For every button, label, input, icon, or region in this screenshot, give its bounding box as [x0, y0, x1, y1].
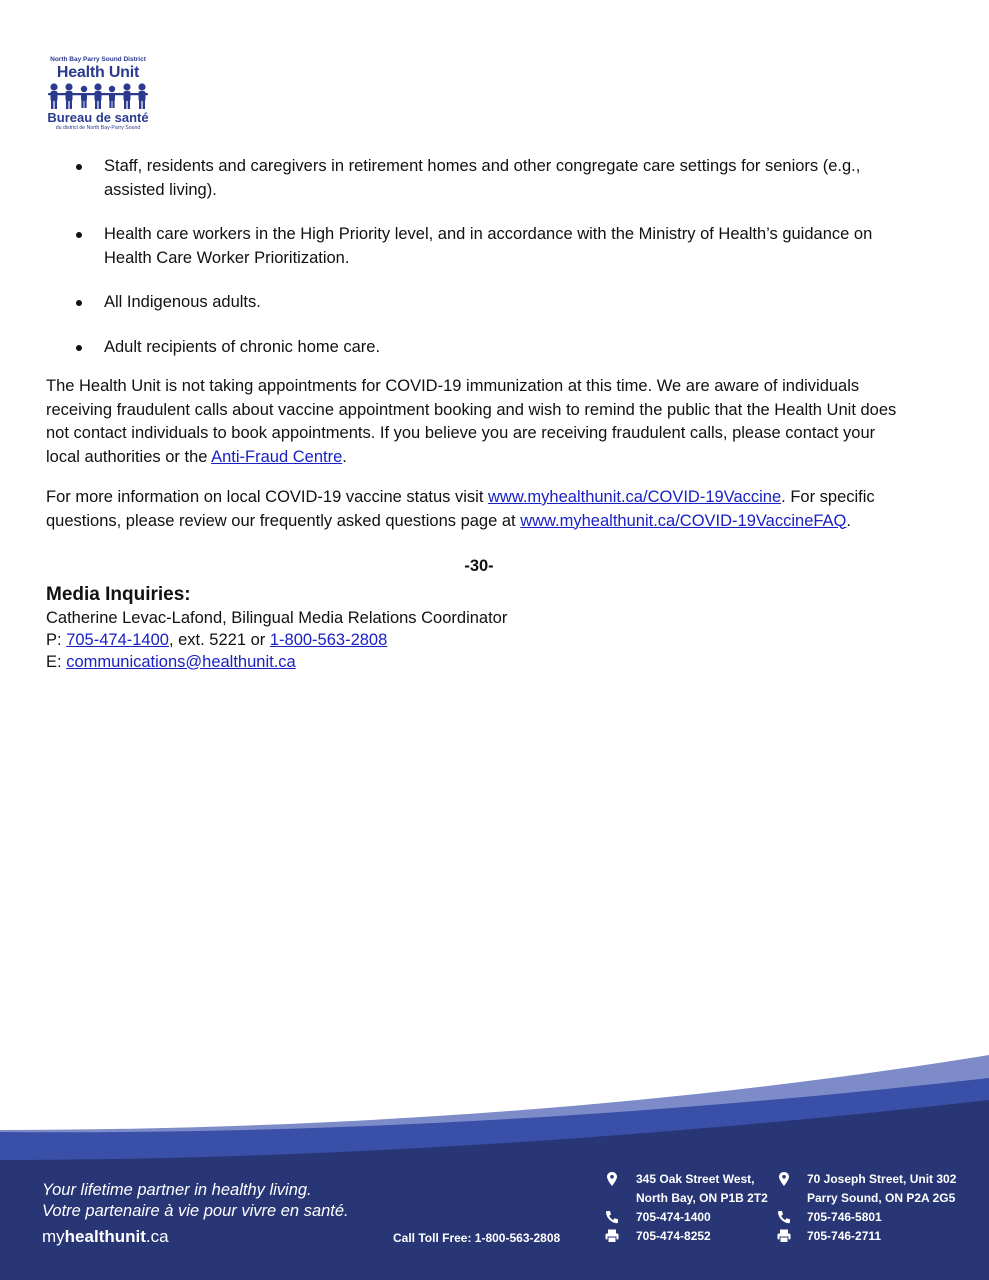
footer-toll-free: Call Toll Free: 1-800-563-2808: [393, 1231, 561, 1245]
contact-email-line: E: communications@healthunit.ca: [46, 652, 296, 671]
bullet-icon: [76, 232, 82, 238]
list-item: All Indigenous adults.: [46, 291, 906, 315]
fax-icon: [776, 1228, 792, 1244]
location-pin-icon: [604, 1171, 620, 1187]
list-item: Health care workers in the High Priority level, and in accordance with the Ministry of Health’s guidance on Health Care Worker Prioritization.: [46, 223, 906, 270]
footer-tagline: [42, 1180, 349, 1222]
phone-link[interactable]: 705-474-1400: [66, 630, 169, 649]
logo-title: Health Unit: [56, 64, 140, 81]
office-parry-sound-fax: 705-746-2711: [807, 1229, 882, 1243]
logo-district-text: North Bay Parry Sound District: [50, 56, 146, 63]
logo-french-title: Bureau de santé: [47, 110, 149, 125]
end-marker: -30-: [464, 557, 494, 575]
office-north-bay-address: 345 Oak Street West, North Bay, ON P1B 2T2: [636, 1172, 768, 1205]
footer-website[interactable]: myhealthunit.ca: [42, 1227, 169, 1246]
tagline-french: Votre partenaire à vie pour vivre en santé.: [42, 1202, 349, 1220]
media-contact: [46, 607, 906, 673]
office-north-bay-fax: 705-474-8252: [636, 1229, 711, 1243]
list-item: Staff, residents and caregivers in retirement homes and other congregate care settings for seniors (e.g., assisted living).: [46, 155, 906, 202]
priority-list: [46, 155, 906, 359]
office-north-bay-phone: 705-474-1400: [636, 1210, 711, 1224]
office-parry-sound-phone: 705-746-5801: [807, 1210, 882, 1224]
fraud-paragraph: The Health Unit is not taking appointments for COVID-19 immunization at this time. We are aware of individuals receiving fraudulent calls about vaccine appointment booking and wish to remind the public that the Health Unit does not contact individuals to book appointments. If you believe you are receiving fraudulent calls, please contact your local authorities or the Anti-Fraud Centre.: [46, 377, 897, 466]
office-parry-sound-address: 70 Joseph Street, Unit 302 Parry Sound, ON P2A 2G5: [807, 1172, 957, 1205]
phone-icon: [604, 1209, 620, 1225]
contact-phone-line: P: 705-474-1400, ext. 5221 or 1-800-563-2808: [46, 630, 388, 649]
email-link[interactable]: communications@healthunit.ca: [66, 652, 296, 671]
tagline-english: Your lifetime partner in healthy living.: [42, 1181, 312, 1199]
fax-icon: [604, 1228, 620, 1244]
location-pin-icon: [776, 1171, 792, 1187]
more-info-paragraph: For more information on local COVID-19 vaccine status visit www.myhealthunit.ca/COVID-19Vaccine. For specific questions, please review our frequently asked questions page at www.myhealthunit.ca/COVID-19VaccineFAQ.: [46, 488, 875, 530]
phone-icon: [776, 1209, 792, 1225]
health-unit-logo: [44, 56, 152, 144]
anti-fraud-centre-link[interactable]: Anti-Fraud Centre: [211, 447, 343, 466]
media-inquiries-heading: Media Inquiries:: [46, 583, 191, 605]
bullet-icon: [76, 164, 82, 170]
vaccine-status-link[interactable]: www.myhealthunit.ca/COVID-19Vaccine: [488, 488, 782, 506]
toll-free-link[interactable]: 1-800-563-2808: [269, 630, 388, 649]
list-item: Adult recipients of chronic home care.: [46, 336, 906, 360]
document-body: [46, 155, 906, 673]
vaccine-faq-link[interactable]: www.myhealthunit.ca/COVID-19VaccineFAQ: [520, 511, 847, 530]
logo-french-district: du district de North Bay-Parry Sound: [55, 125, 141, 131]
contact-name: Catherine Levac-Lafond, Bilingual Media Relations Coordinator: [46, 608, 508, 627]
bullet-icon: [76, 345, 82, 351]
bullet-icon: [76, 300, 82, 306]
people-icon: [46, 82, 150, 110]
